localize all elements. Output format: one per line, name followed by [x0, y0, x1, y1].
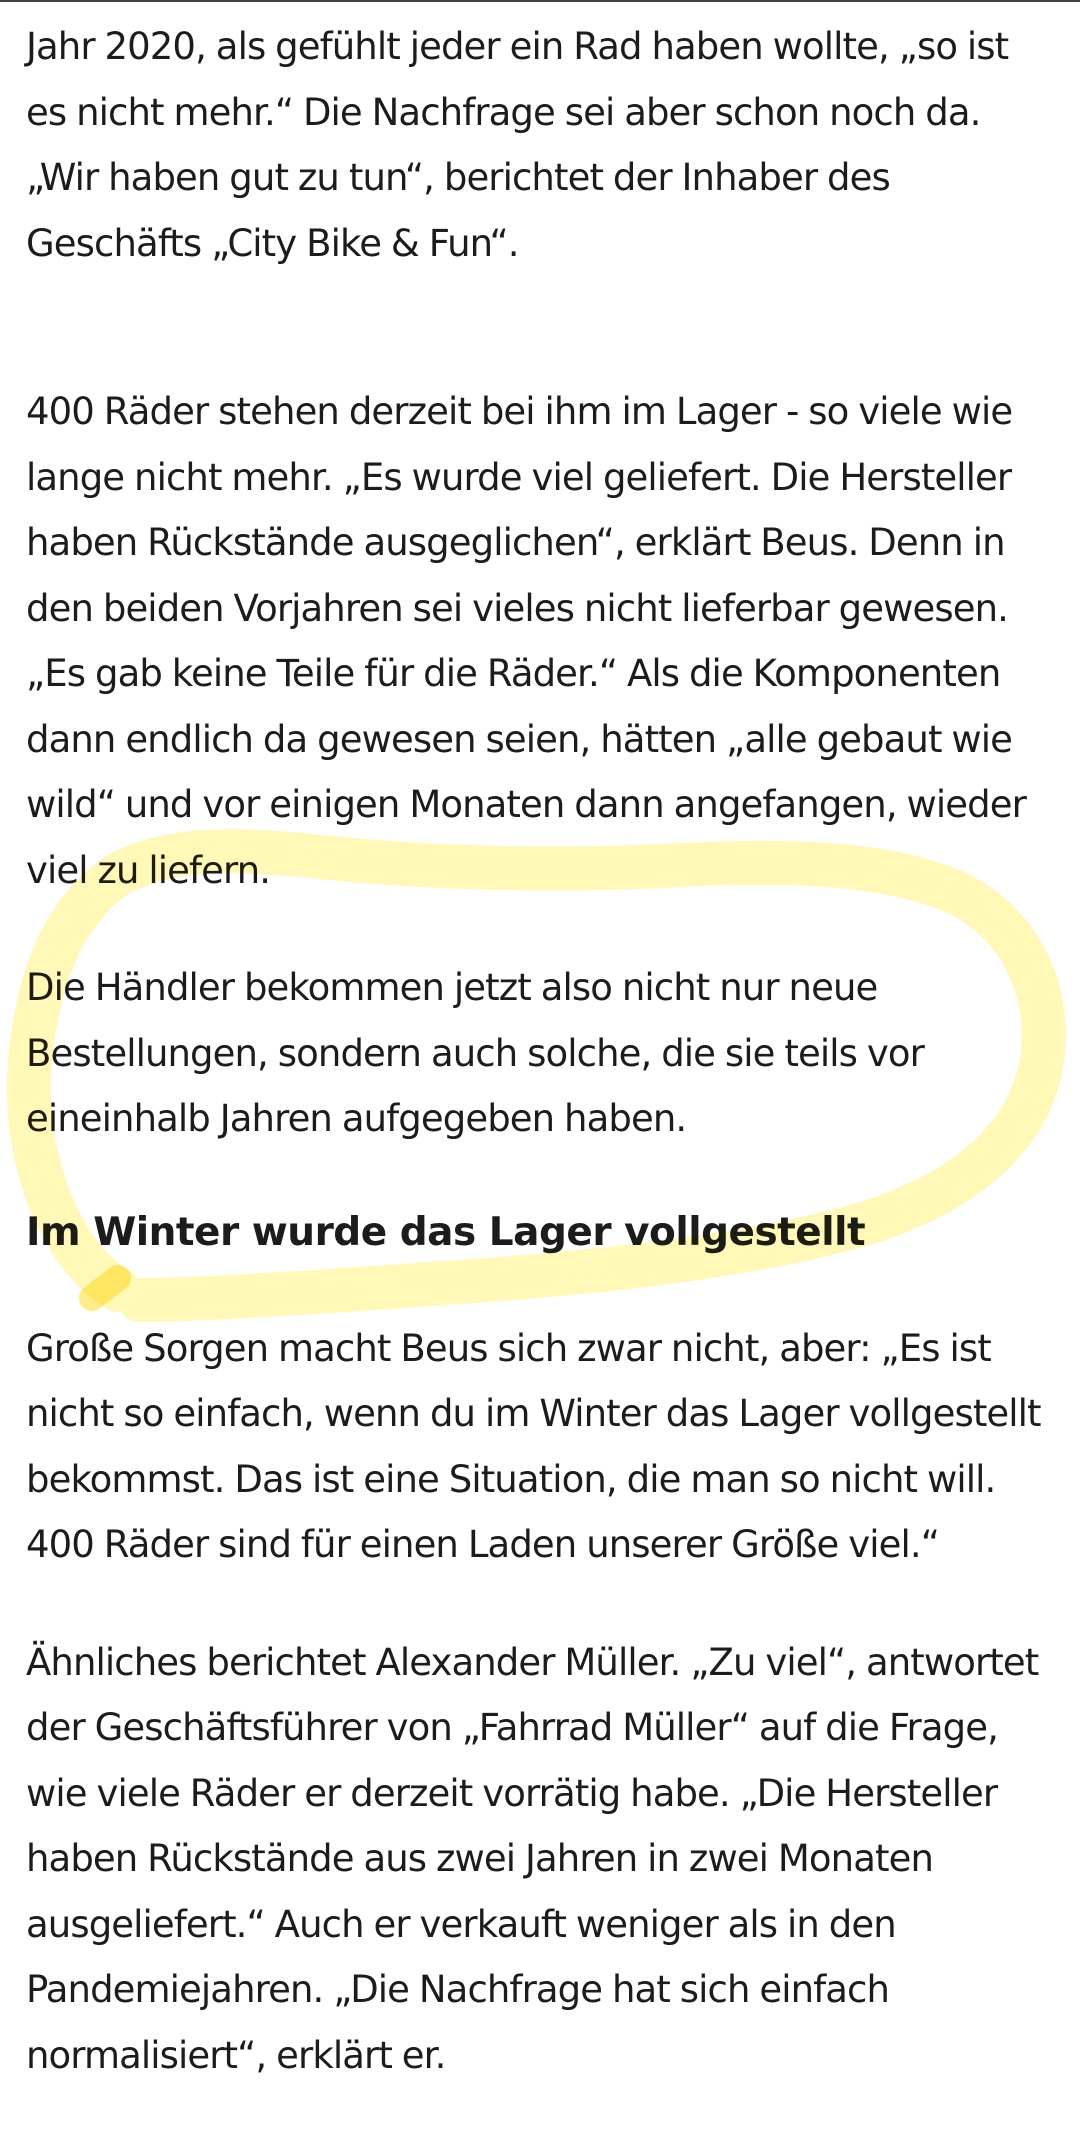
article-paragraph-3: Die Händler bekommen jetzt also nicht nur neue Bestellungen, sondern auch solche, die sie teils vor eineinhalb Jahren aufgegeben haben. [26, 966, 924, 1140]
article-paragraph-1: Jahr 2020, als gefühlt jeder ein Rad haben wollte, „so ist es nicht mehr.“ Die Nachfrage sei aber schon noch da. „Wir haben gut zu tun“, berichtet der Inhaber des Geschäfts „City Bike & Fun“. [26, 25, 1009, 265]
article-paragraph-2: 400 Räder stehen derzeit bei ihm im Lager - so viele wie lange nicht mehr. „Es wurde viel geliefert. Die Hersteller haben Rückstände ausgeglichen“, erklärt Beus. Denn in den beiden Vorjahren sei vieles nicht lieferbar gewesen. „Es gab keine Teile für die Räder.“ Als die Komponenten dann endlich da gewesen seien, hätten „alle gebaut wie wild“ und vor einigen Monaten dann angefangen, wieder viel zu liefern. [26, 390, 1026, 892]
article-paragraph-5: Ähnliches berichtet Alexander Müller. „Zu viel“, antwortet der Geschäftsführer von „Fahrrad Müller“ auf die Frage, wie viele Räder er derzeit vorrätig habe. „Die Hersteller haben Rückstände aus zwei Jahren in zwei Monaten ausgeliefert.“ Auch er verkauft weniger als in den Pandemiejahren. „Die Nachfrage hat sich einfach normalisiert“, erklärt er. [26, 1640, 1039, 2077]
article-paragraph-4: Große Sorgen macht Beus sich zwar nicht, aber: „Es ist nicht so einfach, wenn du im Winter das Lager vollgestellt bekommst. Das ist eine Situation, die man so nicht will. 400 Räder sind für einen Laden unserer Größe viel.“ [26, 1326, 1041, 1566]
top-border [0, 0, 1080, 2]
article-body [26, 14, 1056, 2088]
section-heading: Im Winter wurde das Lager vollgestellt [26, 1209, 866, 1255]
